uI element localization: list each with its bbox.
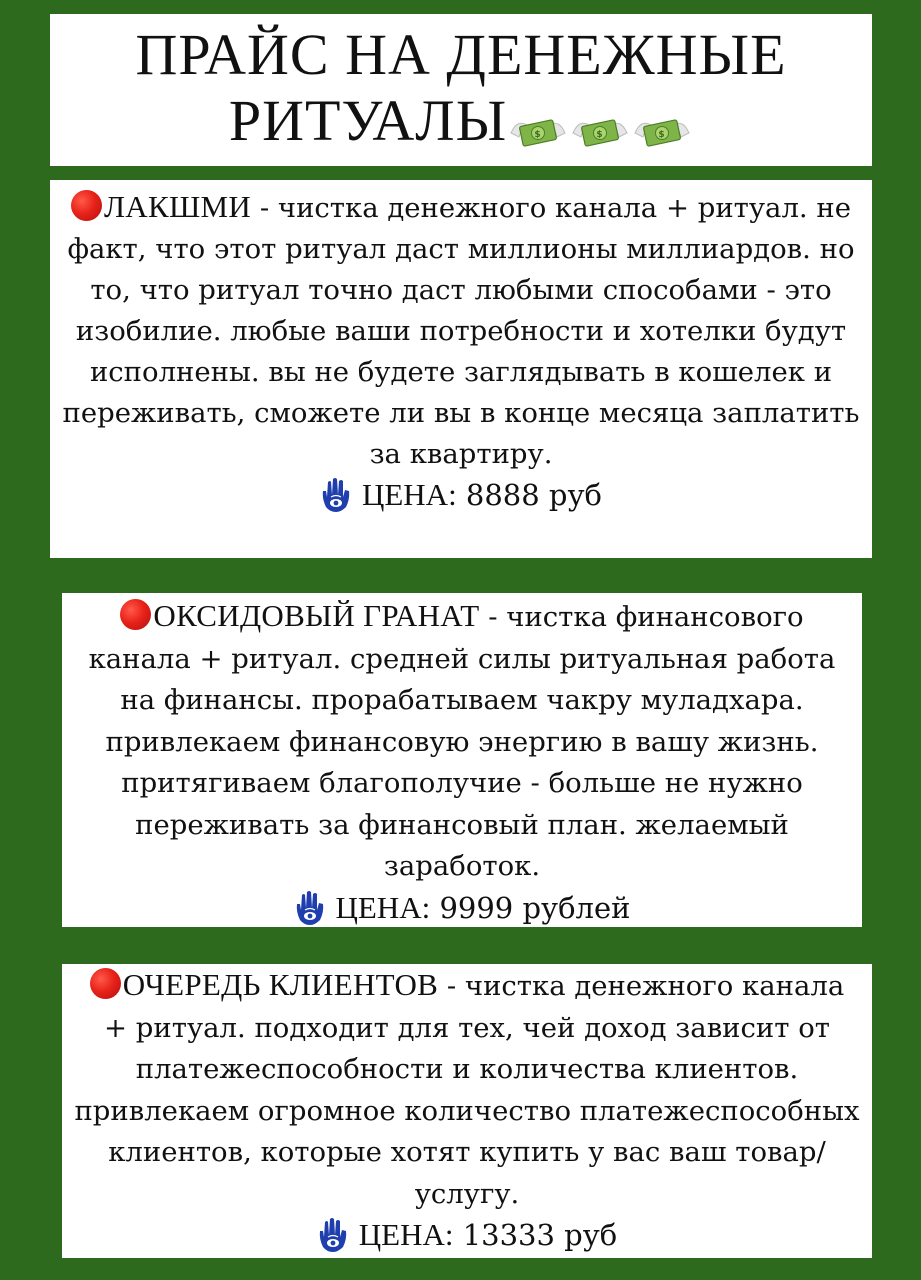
hamsa-icon bbox=[320, 477, 352, 513]
ritual-description bbox=[74, 964, 860, 1215]
ritual-card-oxide-garnet bbox=[62, 593, 862, 927]
ritual-name: ЛАКШМИ bbox=[103, 189, 252, 224]
price-value: 8888 руб bbox=[465, 478, 603, 512]
price-label: ЦЕНА: bbox=[361, 477, 457, 512]
ritual-name: ОКСИДОВЫЙ ГРАНАТ bbox=[153, 598, 480, 633]
ritual-card-lakshmi bbox=[50, 180, 872, 558]
title-line-1: ПРАЙС НА ДЕНЕЖНЫЕ bbox=[135, 22, 787, 87]
ritual-description bbox=[74, 595, 850, 888]
ritual-description bbox=[62, 186, 860, 475]
money-emoji-row bbox=[507, 92, 693, 158]
price-line bbox=[62, 888, 862, 928]
red-circle-icon bbox=[120, 599, 151, 630]
red-circle-icon bbox=[90, 968, 121, 999]
page-title bbox=[50, 22, 872, 158]
price-label: ЦЕНА: bbox=[358, 1217, 454, 1252]
red-circle-icon bbox=[71, 190, 102, 221]
ritual-text: - чистка денежного канала + ритуал. не факт, что этот ритуал даст миллионы миллиардов. но то, что ритуал точно даст любыми способами - это изобилие. любые ваши потребности и хотелки будут исполнены. вы не будете заглядывать в кошелек и переживать, сможете ли вы в конце месяца заплатить за квартиру. bbox=[62, 192, 860, 470]
price-line bbox=[62, 1215, 872, 1255]
price-value: 9999 рублей bbox=[439, 890, 631, 925]
price-label: ЦЕНА: bbox=[335, 889, 431, 925]
ritual-name: ОЧЕРЕДЬ КЛИЕНТОВ bbox=[122, 967, 439, 1002]
hamsa-icon bbox=[294, 890, 326, 926]
price-value: 13333 руб bbox=[462, 1218, 618, 1252]
hamsa-icon bbox=[317, 1217, 349, 1253]
price-line bbox=[50, 475, 872, 515]
money-with-wings-icon bbox=[507, 111, 569, 151]
money-with-wings-icon bbox=[631, 111, 693, 151]
money-with-wings-icon bbox=[569, 111, 631, 151]
ritual-text: - чистка денежного канала + ритуал. подходит для тех, чей доход зависит от платежеспособности и количества клиентов. привлекаем огромное количество платежеспособных клиентов, которые хотят купить у вас ваш товар/услугу. bbox=[74, 970, 860, 1210]
title-line-2: РИТУАЛЫ bbox=[228, 88, 508, 153]
ritual-card-client-queue bbox=[62, 964, 872, 1258]
ritual-text: - чистка финансового канала + ритуал. средней силы ритуальная работа на финансы. прорабатываем чакру муладхара. привлекаем финансовую энергию в вашу жизнь. притягиваем благополучие - больше не нужно переживать за финансовый план. желаемый заработок. bbox=[88, 601, 836, 882]
title-card bbox=[50, 14, 872, 166]
